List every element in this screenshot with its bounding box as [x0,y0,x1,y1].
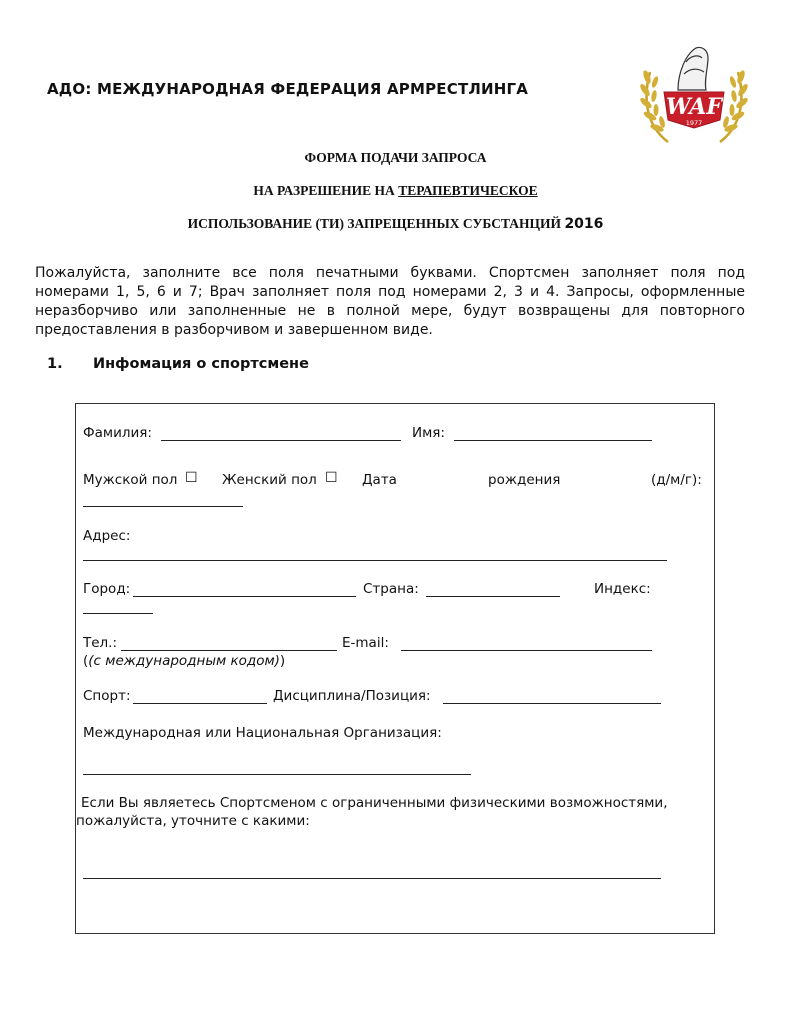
phone-hint-text: (с международным кодом) [88,653,280,669]
section-heading [47,356,309,372]
form-title-line1: ФОРМА ПОДАЧИ ЗАПРОСА [304,150,487,165]
disability-field[interactable] [83,878,661,879]
address-label: Адрес: [83,528,131,544]
title-line2-underlined: ТЕРАПЕВТИЧЕСКОЕ [398,183,538,198]
phone-label: Тел.: [83,635,118,651]
name-label: Имя: [412,425,445,441]
organization-field[interactable] [83,774,471,775]
surname-label: Фамилия: [83,425,152,441]
logo-year: 1977 [685,119,703,127]
female-label: Женский пол [222,472,317,488]
female-checkbox[interactable]: ☐ [325,470,338,486]
laurel-left-icon [639,69,668,142]
title-year: 2016 [564,216,604,232]
discipline-label: Дисциплина/Позиция: [273,688,431,704]
dob-field[interactable] [83,506,243,507]
dob-label-format: (д/м/г): [651,472,702,488]
country-label: Страна: [363,581,419,597]
title-line3-text: ИСПОЛЬЗОВАНИЕ (ТИ) ЗАПРЕЩЕННЫХ СУБСТАНЦИЙ [187,216,565,231]
disability-label: Если Вы являетесь Спортсменом с ограниченными физическими возможностями, [81,795,668,811]
index-field[interactable] [83,613,153,614]
athlete-info-box [75,403,715,934]
dob-label-date: Дата [362,472,397,488]
title-line2-prefix: НА РАЗРЕШЕНИЕ НА [253,183,399,198]
form-title-line3 [0,216,791,232]
country-field[interactable] [426,596,560,597]
email-field[interactable] [401,650,652,651]
disability-label-2: пожалуйста, уточните с какими: [76,813,310,829]
phone-hint: ((с международным кодом)) [83,653,286,669]
male-label: Мужской пол [83,472,178,488]
sport-label: Спорт: [83,688,131,704]
waf-logo [638,42,750,154]
phone-field[interactable] [121,650,337,651]
email-label: E-mail: [342,635,389,651]
form-title-line2 [0,183,791,199]
index-label: Индекс: [594,581,651,597]
address-field[interactable] [83,560,667,561]
arm-wrestling-hands-icon [678,47,708,90]
sport-field[interactable] [133,703,267,704]
organization-heading: АДО: МЕЖДУНАРОДНАЯ ФЕДЕРАЦИЯ АРМРЕСТЛИНГА [47,80,529,98]
laurel-right-icon [720,69,749,142]
surname-field[interactable] [161,440,401,441]
city-label: Город: [83,581,131,597]
dob-label-birth: рождения [488,472,561,488]
discipline-field[interactable] [443,703,661,704]
section-title: Инфомация о спортсмене [93,356,309,372]
organization-label: Международная или Национальная Организация: [83,725,442,741]
male-checkbox[interactable]: ☐ [185,470,198,486]
name-field[interactable] [454,440,652,441]
section-number: 1. [47,356,63,372]
city-field[interactable] [133,596,356,597]
intro-paragraph: Пожалуйста, заполните все поля печатными буквами. Спортсмен заполняет поля под номерами 1, 5, 6 и 7; Врач заполняет поля под номерами 2, 3 и 4. Запросы, оформленные неразборчиво или заполненные не в полной мере, будут возвращены для повторного предоставления в разборчивом и завершенном виде. [35,265,745,338]
logo-text: WAF [666,94,722,120]
